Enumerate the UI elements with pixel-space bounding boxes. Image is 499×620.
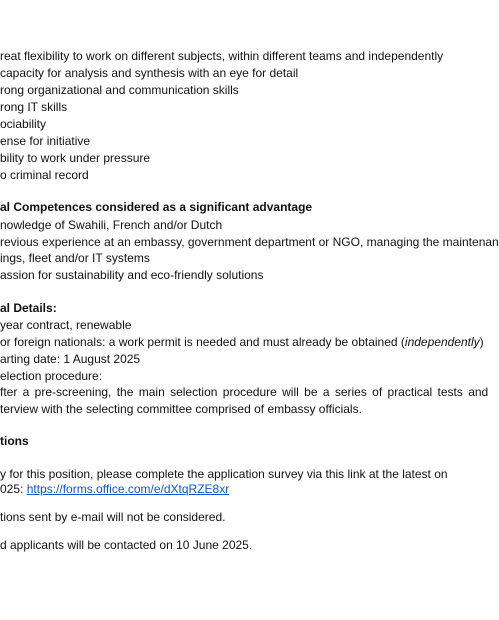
applications-paragraph: y for this position, please complete the application survey via this link at the latest on: [0, 467, 448, 481]
requirement-item: capacity for analysis and synthesis with an eye for detail: [0, 66, 299, 80]
applications-heading: tions: [0, 434, 29, 448]
applications-paragraph: d applicants will be contacted on 10 June 2025.: [0, 538, 253, 552]
requirement-item: rong IT skills: [0, 100, 68, 114]
details-item: terview with the selecting committee comprised of embassy officials.: [0, 402, 362, 416]
details-item-text: or foreign nationals: a work permit is needed and must already be obtained (: [0, 335, 405, 349]
competence-item: assion for sustainability and eco-friendly solutions: [0, 268, 264, 282]
applications-paragraph: tions sent by e-mail will not be considered.: [0, 510, 226, 524]
details-item: election procedure:: [0, 369, 103, 383]
details-item: fter a pre-screening, the main selection procedure will be a series of practical tests and: [0, 385, 489, 399]
competences-heading: al Competences considered as a significant advantage: [0, 200, 313, 214]
details-item: year contract, renewable: [0, 318, 132, 332]
competence-item: revious experience at an embassy, government department or NGO, managing the maintenan: [0, 235, 499, 249]
requirement-item: ociability: [0, 117, 47, 131]
requirement-item: bility to work under pressure: [0, 151, 151, 165]
applications-text: 025:: [0, 482, 27, 496]
details-item: arting date: 1 August 2025: [0, 352, 141, 366]
details-item-text: ): [479, 335, 484, 349]
competence-item: nowledge of Swahili, French and/or Dutch: [0, 218, 223, 232]
details-heading: al Details:: [0, 301, 57, 315]
details-item-emphasis: independently: [404, 335, 480, 349]
applications-paragraph: [0, 481, 229, 497]
competence-item: ings, fleet and/or IT systems: [0, 251, 150, 265]
requirement-item: ense for initiative: [0, 134, 91, 148]
application-survey-link[interactable]: https://forms.office.com/e/dXtqRZE8xr: [26, 482, 230, 496]
requirement-item: o criminal record: [0, 168, 89, 182]
requirement-item: reat flexibility to work on different subjects, within different teams and independently: [0, 49, 444, 63]
requirement-item: rong organizational and communication skills: [0, 83, 239, 97]
details-item: [0, 334, 484, 350]
